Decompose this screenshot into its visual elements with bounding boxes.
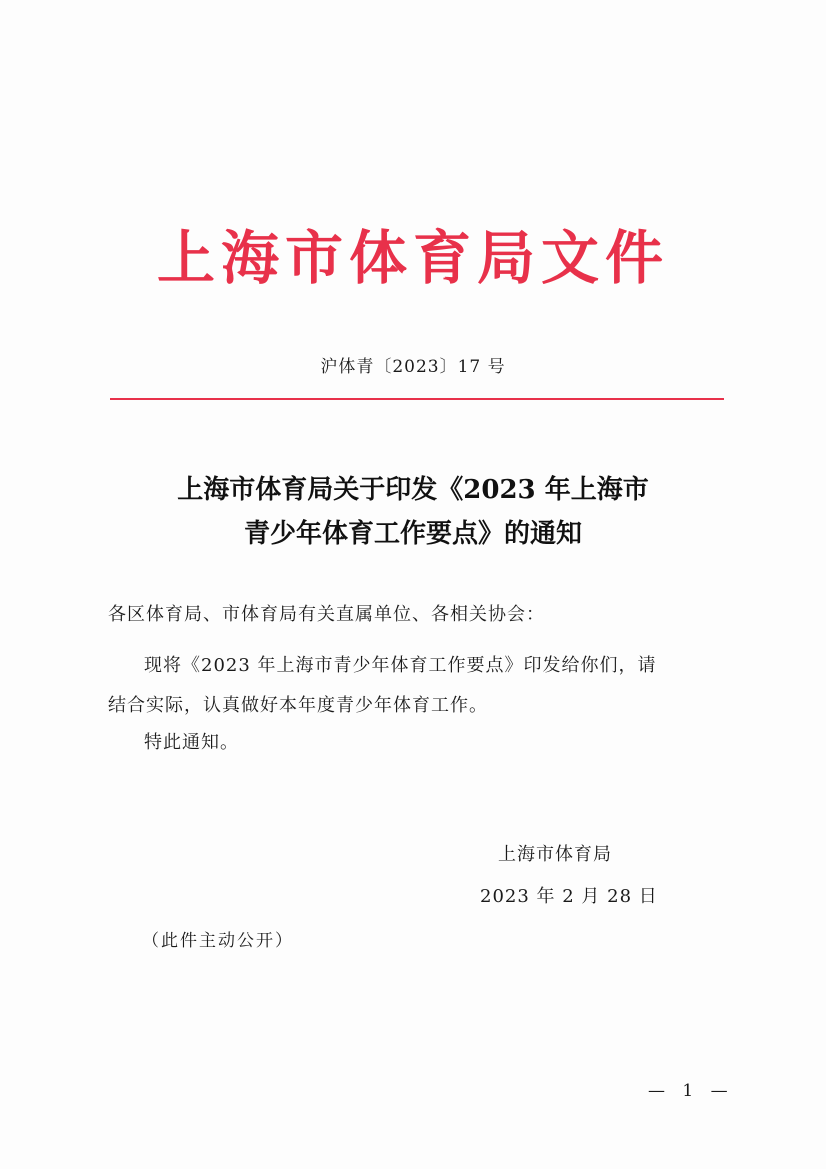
issuer-signature: 上海市体育局 xyxy=(498,844,612,865)
red-header-title: 上海市体育局文件 xyxy=(156,224,669,292)
document-number: 沪体青〔2023〕17 号 xyxy=(320,357,506,377)
closing-phrase: 特此通知。 xyxy=(144,732,239,753)
public-disclosure-note: （此件主动公开） xyxy=(142,931,294,951)
document-title xyxy=(0,468,826,556)
body-paragraph-line-1: 现将《2023 年上海市青少年体育工作要点》印发给你们，请 xyxy=(144,655,657,676)
document-title-line-1: 上海市体育局关于印发《2023 年上海市 xyxy=(177,475,649,505)
body-paragraph xyxy=(108,646,718,726)
red-separator-rule xyxy=(110,398,724,400)
page-number: — 1 — xyxy=(648,1081,734,1101)
issue-date: 2023 年 2 月 28 日 xyxy=(480,886,658,907)
document-title-line-2: 青少年体育工作要点》的通知 xyxy=(243,519,582,549)
addressee: 各区体育局、市体育局有关直属单位、各相关协会： xyxy=(108,604,545,625)
body-paragraph-line-2: 结合实际，认真做好本年度青少年体育工作。 xyxy=(108,695,488,716)
